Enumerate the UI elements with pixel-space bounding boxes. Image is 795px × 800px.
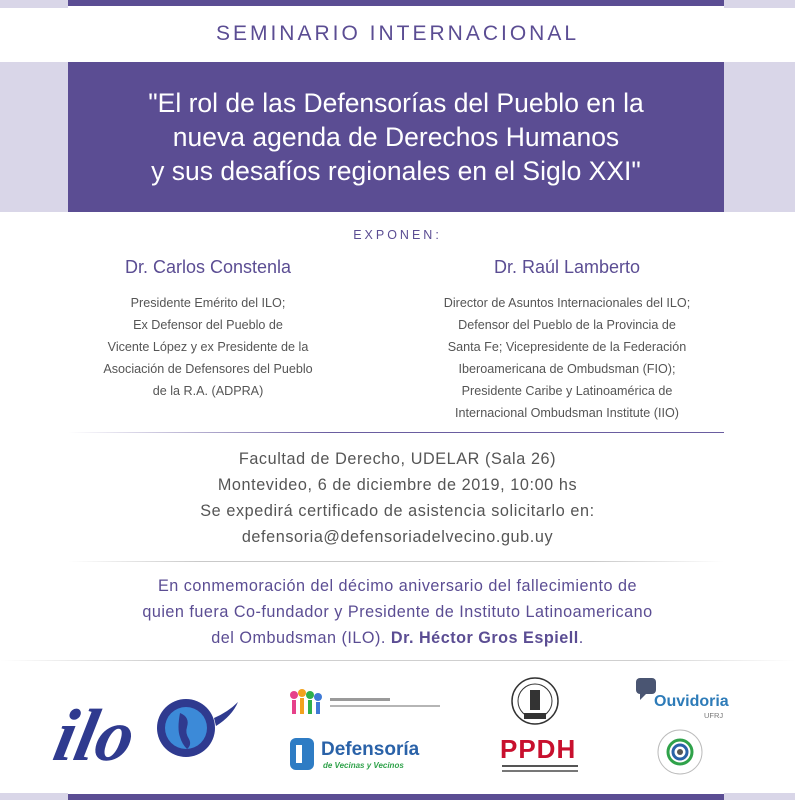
ppdh-subline xyxy=(502,765,578,767)
speaker-name: Dr. Carlos Constenla xyxy=(124,257,292,277)
divider-venue xyxy=(68,561,724,562)
speaker-constenla xyxy=(58,257,358,402)
speaker-description xyxy=(58,292,358,402)
ilo-logo-text: ilo xyxy=(47,694,143,777)
speaker-desc-line: Asociación de Defensores del Pueblo xyxy=(103,362,313,376)
top-accent-bar xyxy=(68,0,724,6)
ppdh-name: PPDH xyxy=(500,734,577,764)
title-line-3: y sus desafíos regionales en el Siglo XXI" xyxy=(151,156,641,186)
ilo-logo xyxy=(47,688,240,777)
bottom-accent-bar xyxy=(68,794,724,800)
ouvidoria-name: Ouvidoria xyxy=(654,693,729,710)
commission-logo xyxy=(288,686,458,720)
left-band-title xyxy=(0,62,68,212)
divider-memorial xyxy=(0,660,795,661)
speaker-desc-line: Director de Asuntos Internacionales del ILO; xyxy=(443,296,691,310)
defensoria-sub: de Vecinas y Vecinos xyxy=(323,761,404,770)
divider-speakers xyxy=(68,432,724,433)
speaker-lamberto xyxy=(390,257,744,424)
right-band-top xyxy=(724,0,795,8)
venue-date: Montevideo, 6 de diciembre de 2019, 10:00 hs xyxy=(217,476,578,494)
honoree-name: Dr. Héctor Gros Espiell xyxy=(390,629,579,647)
venue-place: Facultad de Derecho, UDELAR (Sala 26) xyxy=(238,450,557,468)
memorial-line-3 xyxy=(60,625,735,651)
memorial-period: . xyxy=(578,629,584,647)
defensoria-name: Defensoría xyxy=(321,739,420,760)
venue-block xyxy=(0,446,795,550)
speaker-desc-line: de la R.A. (ADPRA) xyxy=(152,384,264,398)
seminar-kicker: SEMINARIO INTERNACIONAL xyxy=(215,22,580,45)
speaker-desc-line: Ex Defensor del Pueblo de xyxy=(133,318,283,332)
law-faculty-seal xyxy=(510,676,560,726)
memorial-line-2: quien fuera Co-fundador y Presidente de Instituto Latinoamericano xyxy=(142,603,653,621)
memorial-text: del Ombudsman (ILO). xyxy=(211,629,391,647)
speaker-desc-line: Vicente López y ex Presidente de la xyxy=(107,340,309,354)
speaker-description xyxy=(390,292,744,424)
memorial-line-1: En conmemoración del décimo aniversario del fallecimiento de xyxy=(158,577,637,595)
seminar-title xyxy=(130,86,662,188)
left-band-bottom xyxy=(0,793,68,800)
certificate-note: Se expedirá certificado de asistencia solicitarlo en: xyxy=(200,502,595,520)
contact-email[interactable]: defensoria@defensoriadelvecino.gub.uy xyxy=(241,528,554,546)
speaker-desc-line: Iberoamericana de Ombudsman (FIO); xyxy=(458,362,676,376)
speaker-desc-line: Presidente Emérito del ILO; xyxy=(130,296,286,310)
right-band-title xyxy=(724,62,795,212)
speaker-desc-line: Defensor del Pueblo de la Provincia de xyxy=(458,318,676,332)
ouvidoria-sub: UFRJ xyxy=(704,711,724,720)
defensoria-badge-logo xyxy=(656,728,704,776)
title-box xyxy=(68,62,724,212)
defensoria-icon xyxy=(288,736,318,772)
defensoria-logo xyxy=(288,736,420,776)
left-band-top xyxy=(0,0,68,8)
ppdh-logo xyxy=(500,734,584,778)
speaker-desc-line: Santa Fe; Vicepresidente de la Federación xyxy=(447,340,687,354)
ppdh-subline xyxy=(502,770,578,772)
speakers-heading: EXPONEN: xyxy=(353,228,442,242)
memorial-note xyxy=(60,573,735,651)
title-line-1: "El rol de las Defensorías del Pueblo en la xyxy=(148,88,644,118)
ouvidoria-logo xyxy=(634,676,730,720)
speaker-desc-line: Presidente Caribe y Latinoamérica de xyxy=(461,384,673,398)
right-band-bottom xyxy=(724,793,795,800)
title-line-2: nueva agenda de Derechos Humanos xyxy=(172,122,620,152)
speaker-name: Dr. Raúl Lamberto xyxy=(493,257,641,277)
speaker-desc-line: Internacional Ombudsman Institute (IIO) xyxy=(455,406,679,420)
